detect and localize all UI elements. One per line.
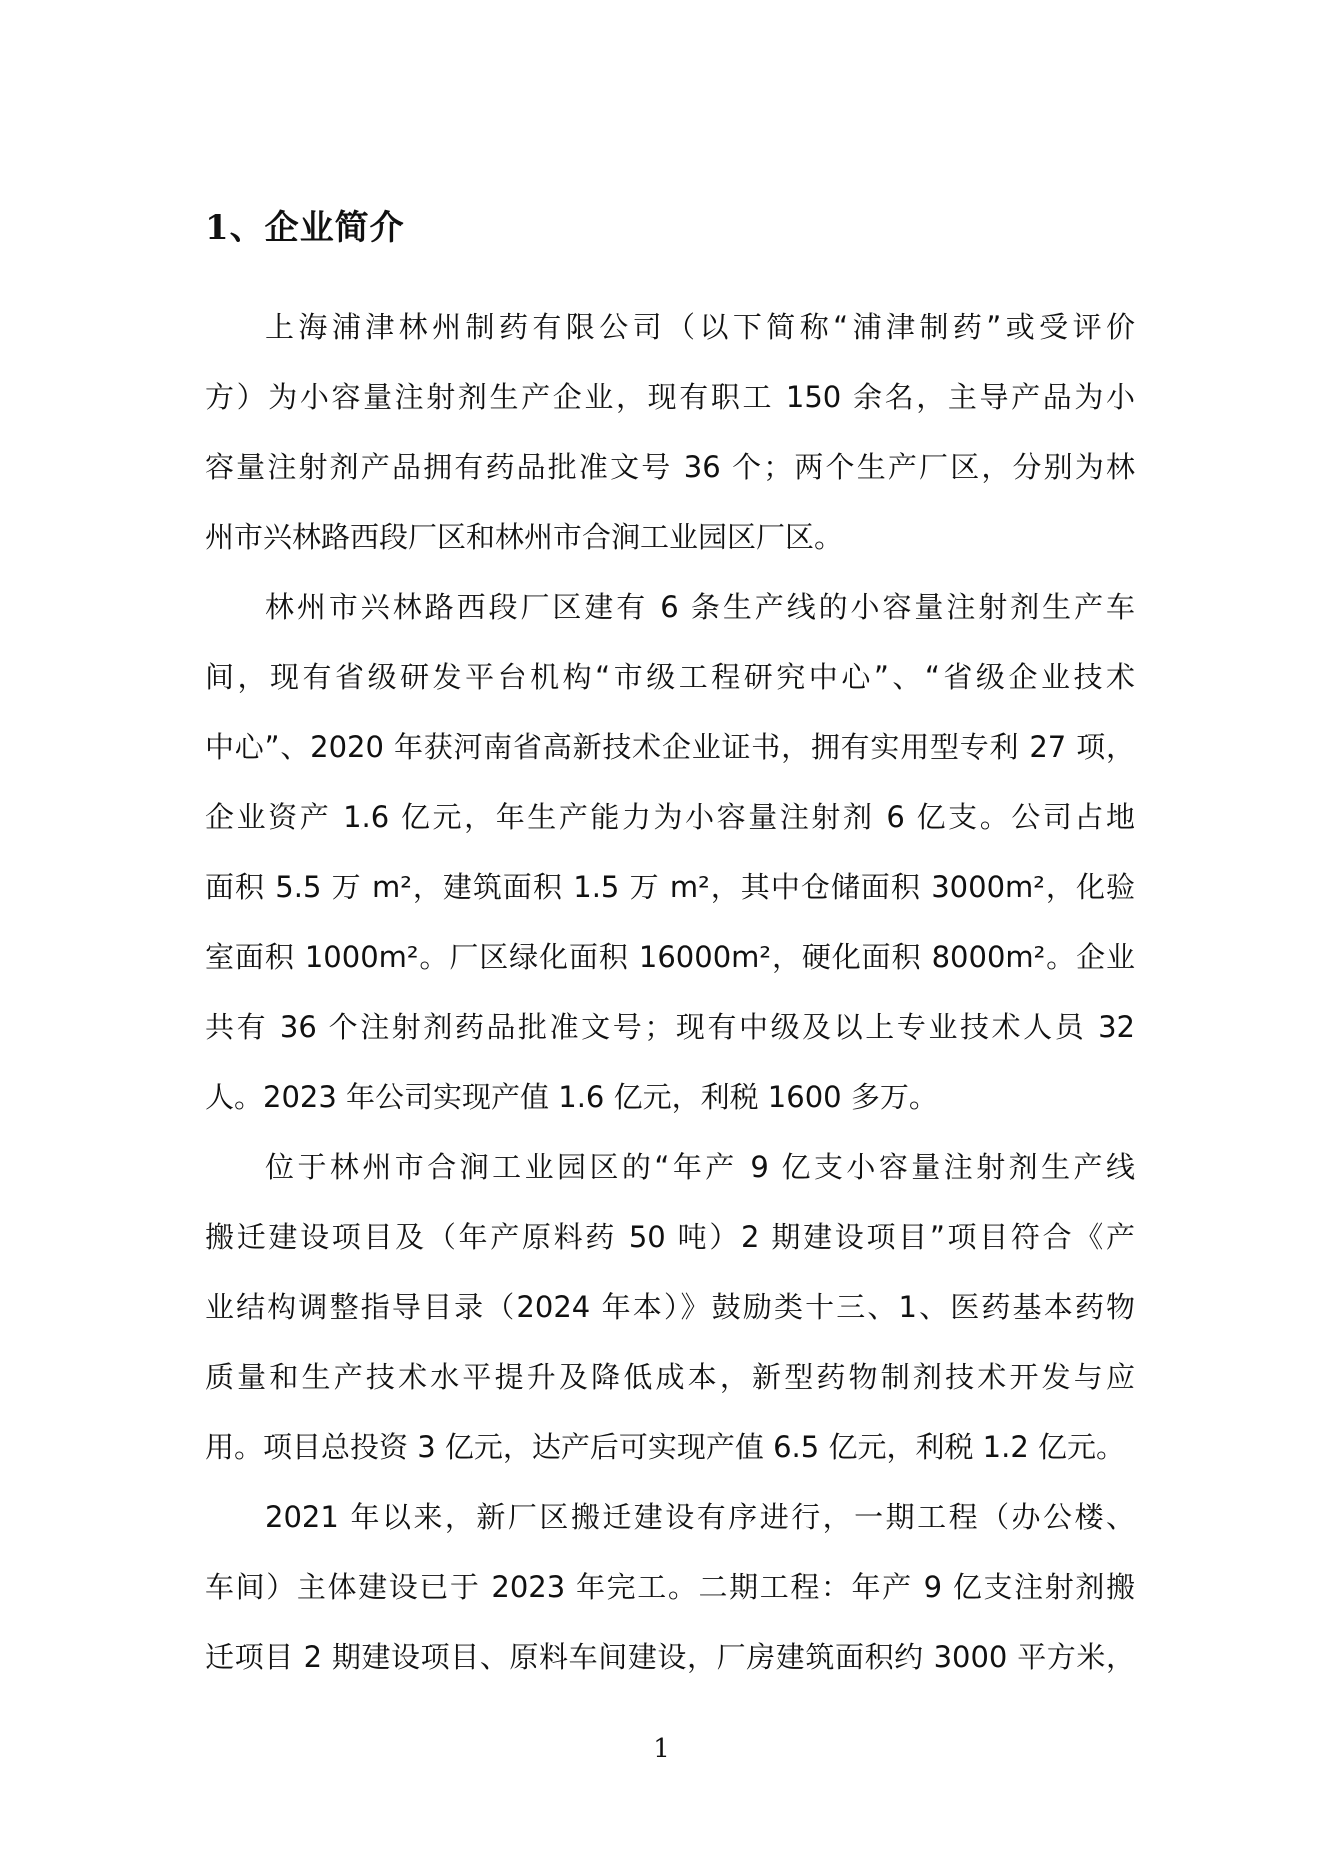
paragraph-line: 间，现有省级研发平台机构“市级工程研究中心”、“省级企业技术 [205, 660, 1135, 694]
paragraph-line: 州市兴林路西段厂区和林州市合涧工业园区厂区。 [205, 520, 844, 554]
paragraph-line: 质量和生产技术水平提升及降低成本，新型药物制剂技术开发与应 [205, 1360, 1135, 1394]
paragraph-line: 室面积 1000m²。厂区绿化面积 16000m²，硬化面积 8000m²。企业 [205, 940, 1135, 974]
paragraph-line: 搬迁建设项目及（年产原料药 50 吨）2 期建设项目”项目符合《产 [205, 1220, 1135, 1254]
paragraph-line: 面积 5.5 万 m²，建筑面积 1.5 万 m²，其中仓储面积 3000m²，化验 [205, 870, 1135, 904]
paragraph-line: 业结构调整指导目录（2024 年本）》鼓励类十三、1、医药基本药物 [205, 1290, 1135, 1324]
paragraph-line: 人。2023 年公司实现产值 1.6 亿元，利税 1600 多万。 [205, 1080, 938, 1114]
paragraph-line: 车间）主体建设已于 2023 年完工。二期工程：年产 9 亿支注射剂搬 [205, 1570, 1135, 1604]
paragraph-line: 2021 年以来，新厂区搬迁建设有序进行，一期工程（办公楼、 [265, 1500, 1135, 1534]
paragraph-line: 方）为小容量注射剂生产企业，现有职工 150 余名，主导产品为小 [205, 380, 1135, 414]
paragraph-line: 迁项目 2 期建设项目、原料车间建设，厂房建筑面积约 3000 平方米， [205, 1640, 1135, 1674]
paragraph-line: 共有 36 个注射剂药品批准文号；现有中级及以上专业技术人员 32 [205, 1010, 1135, 1044]
paragraph-line: 中心”、2020 年获河南省高新技术企业证书，拥有实用型专利 27 项， [205, 730, 1135, 764]
paragraph-line: 容量注射剂产品拥有药品批准文号 36 个；两个生产厂区，分别为林 [205, 450, 1135, 484]
section-heading: 1、企业简介 [205, 208, 405, 248]
paragraph-line: 用。项目总投资 3 亿元，达产后可实现产值 6.5 亿元，利税 1.2 亿元。 [205, 1430, 1126, 1464]
page-number: 1 [653, 1734, 670, 1764]
paragraph-line: 上海浦津林州制药有限公司（以下简称“浦津制药”或受评价 [265, 310, 1135, 344]
paragraph-line: 林州市兴林路西段厂区建有 6 条生产线的小容量注射剂生产车 [265, 590, 1135, 624]
paragraph-line: 企业资产 1.6 亿元，年生产能力为小容量注射剂 6 亿支。公司占地 [205, 800, 1135, 834]
paragraph-line: 位于林州市合涧工业园区的“年产 9 亿支小容量注射剂生产线 [265, 1150, 1135, 1184]
